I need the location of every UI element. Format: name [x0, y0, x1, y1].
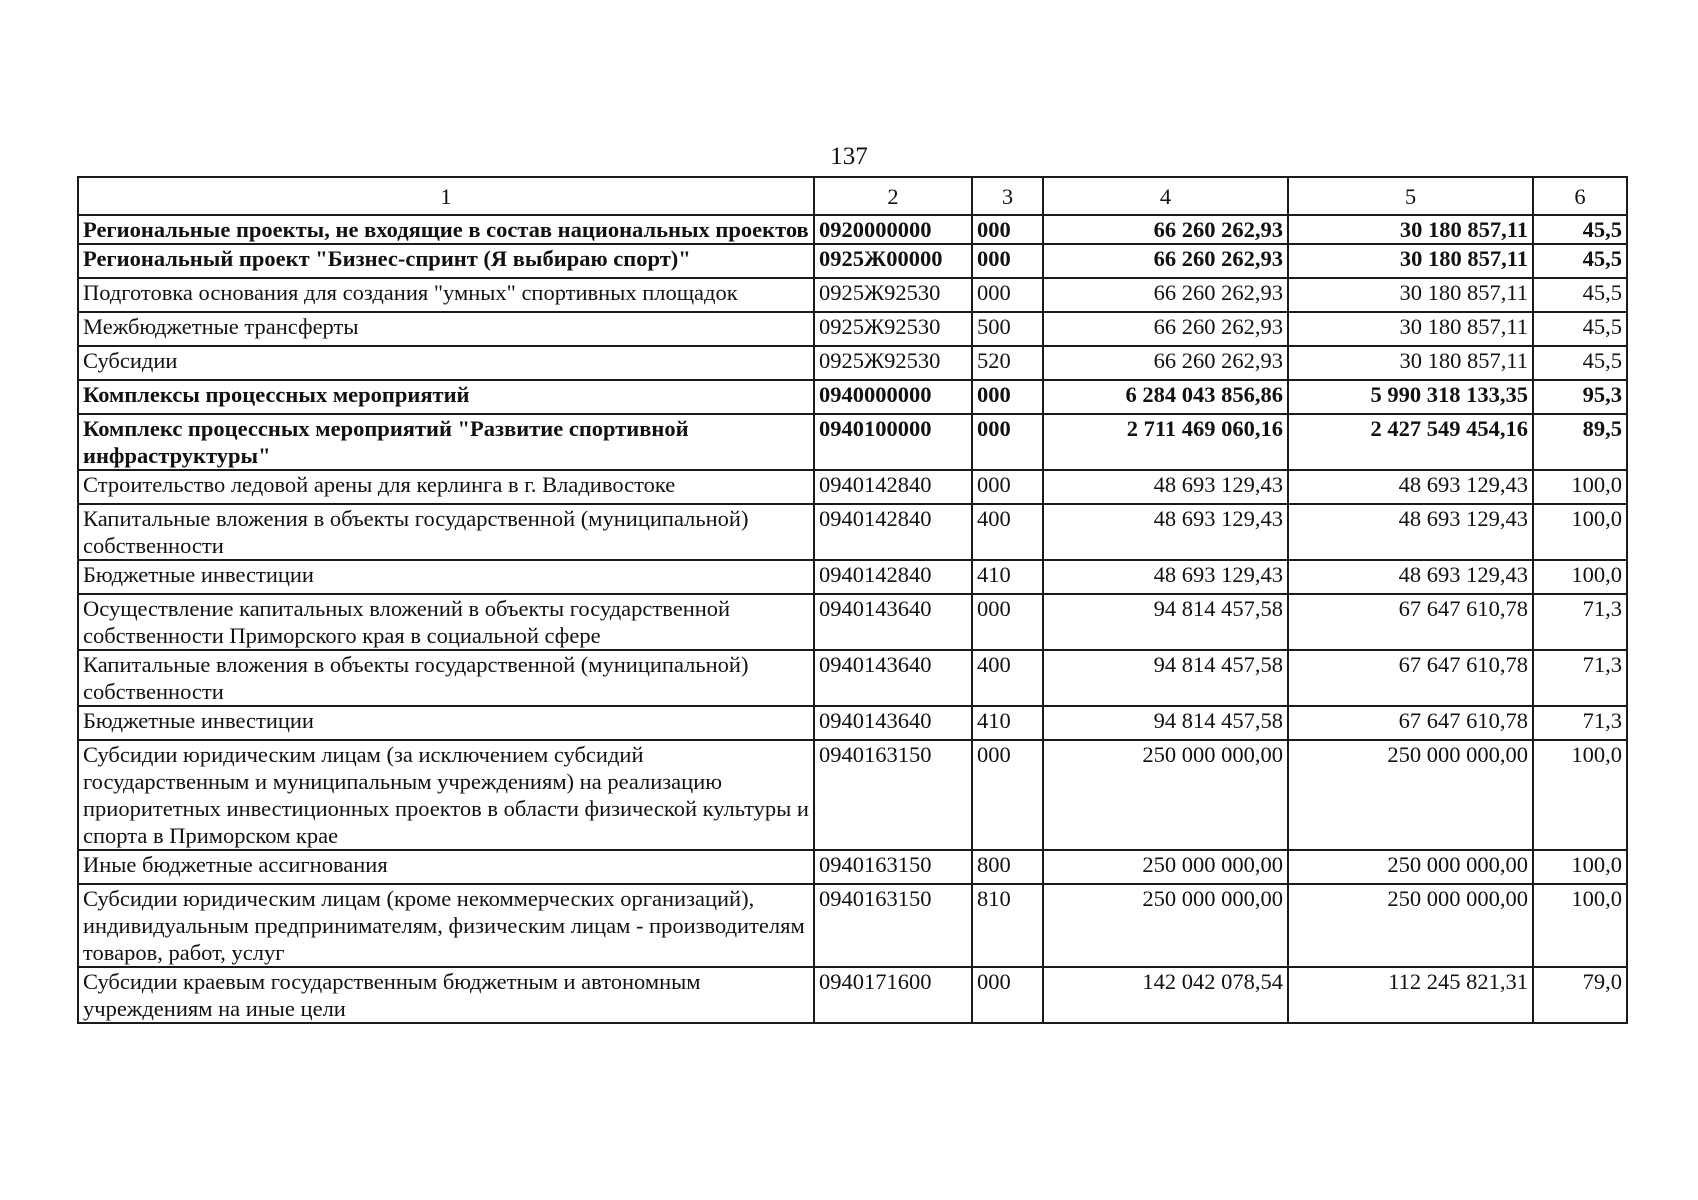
- row-code: 0940142840: [814, 504, 972, 560]
- row-expense-type: 000: [972, 470, 1043, 504]
- row-percent: 100,0: [1533, 560, 1627, 594]
- row-expense-type: 500: [972, 312, 1043, 346]
- row-percent: 45,5: [1533, 312, 1627, 346]
- column-header: 2: [814, 177, 972, 215]
- row-code: 0920000000: [814, 215, 972, 244]
- row-name: Субсидии юридическим лицам (за исключением субсидий государственным и муниципальным учреждениям) на реализацию приоритетных инвестиционных проектов в области физической культуры и спорта в Приморском крае: [78, 740, 814, 850]
- column-header: 3: [972, 177, 1043, 215]
- row-percent: 71,3: [1533, 594, 1627, 650]
- row-name: Подготовка основания для создания "умных" спортивных площадок: [78, 278, 814, 312]
- row-percent: 45,5: [1533, 346, 1627, 380]
- row-percent: 100,0: [1533, 740, 1627, 850]
- row-code: 0925Ж92530: [814, 346, 972, 380]
- row-actual: 250 000 000,00: [1288, 884, 1533, 967]
- row-planned: 66 260 262,93: [1043, 215, 1288, 244]
- row-expense-type: 410: [972, 706, 1043, 740]
- row-code: 0940143640: [814, 706, 972, 740]
- row-code: 0940163150: [814, 850, 972, 884]
- row-expense-type: 000: [972, 740, 1043, 850]
- row-code: 0925Ж92530: [814, 278, 972, 312]
- row-percent: 100,0: [1533, 850, 1627, 884]
- row-code: 0940143640: [814, 650, 972, 706]
- table-row: [78, 215, 1627, 244]
- row-code: 0940000000: [814, 380, 972, 414]
- row-percent: 100,0: [1533, 470, 1627, 504]
- table-row: [78, 706, 1627, 740]
- row-planned: 94 814 457,58: [1043, 650, 1288, 706]
- row-expense-type: 400: [972, 504, 1043, 560]
- budget-execution-table: [77, 176, 1628, 1024]
- row-planned: 48 693 129,43: [1043, 470, 1288, 504]
- table-row: [78, 850, 1627, 884]
- row-actual: 250 000 000,00: [1288, 740, 1533, 850]
- row-name: Комплекс процессных мероприятий "Развитие спортивной инфраструктуры": [78, 414, 814, 470]
- row-name: Региональные проекты, не входящие в состав национальных проектов: [78, 215, 814, 244]
- row-name: Комплексы процессных мероприятий: [78, 380, 814, 414]
- row-percent: 95,3: [1533, 380, 1627, 414]
- row-planned: 142 042 078,54: [1043, 967, 1288, 1023]
- row-expense-type: 000: [972, 278, 1043, 312]
- row-percent: 45,5: [1533, 215, 1627, 244]
- row-code: 0940142840: [814, 470, 972, 504]
- row-code: 0940163150: [814, 884, 972, 967]
- row-percent: 89,5: [1533, 414, 1627, 470]
- row-code: 0940163150: [814, 740, 972, 850]
- column-header: 6: [1533, 177, 1627, 215]
- row-name: Строительство ледовой арены для керлинга в г. Владивостоке: [78, 470, 814, 504]
- row-percent: 71,3: [1533, 650, 1627, 706]
- row-expense-type: 000: [972, 414, 1043, 470]
- row-name: Осуществление капитальных вложений в объекты государственной собственности Приморского края в социальной сфере: [78, 594, 814, 650]
- row-expense-type: 520: [972, 346, 1043, 380]
- row-actual: 67 647 610,78: [1288, 650, 1533, 706]
- row-expense-type: 800: [972, 850, 1043, 884]
- row-expense-type: 000: [972, 594, 1043, 650]
- table-row: [78, 594, 1627, 650]
- row-actual: 30 180 857,11: [1288, 278, 1533, 312]
- table-row: [78, 346, 1627, 380]
- row-actual: 30 180 857,11: [1288, 312, 1533, 346]
- table-row: [78, 380, 1627, 414]
- table-row: [78, 967, 1627, 1023]
- row-actual: 67 647 610,78: [1288, 706, 1533, 740]
- table-header-row: [78, 177, 1627, 215]
- row-actual: 5 990 318 133,35: [1288, 380, 1533, 414]
- row-expense-type: 000: [972, 380, 1043, 414]
- row-expense-type: 000: [972, 215, 1043, 244]
- row-code: 0940100000: [814, 414, 972, 470]
- row-actual: 30 180 857,11: [1288, 346, 1533, 380]
- row-planned: 66 260 262,93: [1043, 278, 1288, 312]
- row-name: Иные бюджетные ассигнования: [78, 850, 814, 884]
- row-percent: 100,0: [1533, 884, 1627, 967]
- table-row: [78, 414, 1627, 470]
- row-actual: 2 427 549 454,16: [1288, 414, 1533, 470]
- row-actual: 250 000 000,00: [1288, 850, 1533, 884]
- row-planned: 66 260 262,93: [1043, 244, 1288, 278]
- column-header: 4: [1043, 177, 1288, 215]
- row-actual: 48 693 129,43: [1288, 504, 1533, 560]
- row-name: Капитальные вложения в объекты государственной (муниципальной) собственности: [78, 650, 814, 706]
- row-name: Бюджетные инвестиции: [78, 706, 814, 740]
- row-expense-type: 400: [972, 650, 1043, 706]
- row-planned: 66 260 262,93: [1043, 312, 1288, 346]
- row-name: Субсидии юридическим лицам (кроме некоммерческих организаций), индивидуальным предпринимателям, физическим лицам - производителям товаров, работ, услуг: [78, 884, 814, 967]
- row-expense-type: 000: [972, 967, 1043, 1023]
- row-name: Региональный проект "Бизнес-спринт (Я выбираю спорт)": [78, 244, 814, 278]
- row-code: 0940171600: [814, 967, 972, 1023]
- row-percent: 45,5: [1533, 244, 1627, 278]
- row-percent: 71,3: [1533, 706, 1627, 740]
- row-planned: 250 000 000,00: [1043, 740, 1288, 850]
- row-actual: 67 647 610,78: [1288, 594, 1533, 650]
- row-name: Субсидии краевым государственным бюджетным и автономным учреждениям на иные цели: [78, 967, 814, 1023]
- row-actual: 112 245 821,31: [1288, 967, 1533, 1023]
- row-planned: 250 000 000,00: [1043, 884, 1288, 967]
- table-row: [78, 504, 1627, 560]
- table-row: [78, 884, 1627, 967]
- row-planned: 66 260 262,93: [1043, 346, 1288, 380]
- page-number: 137: [830, 143, 868, 170]
- row-code: 0925Ж00000: [814, 244, 972, 278]
- row-actual: 30 180 857,11: [1288, 215, 1533, 244]
- row-actual: 48 693 129,43: [1288, 560, 1533, 594]
- row-planned: 48 693 129,43: [1043, 504, 1288, 560]
- row-expense-type: 410: [972, 560, 1043, 594]
- table-row: [78, 278, 1627, 312]
- table-row: [78, 560, 1627, 594]
- row-name: Субсидии: [78, 346, 814, 380]
- row-planned: 94 814 457,58: [1043, 594, 1288, 650]
- row-expense-type: 810: [972, 884, 1043, 967]
- table-row: [78, 244, 1627, 278]
- column-header: 1: [78, 177, 814, 215]
- row-code: 0940142840: [814, 560, 972, 594]
- row-name: Бюджетные инвестиции: [78, 560, 814, 594]
- row-planned: 6 284 043 856,86: [1043, 380, 1288, 414]
- row-planned: 250 000 000,00: [1043, 850, 1288, 884]
- table-row: [78, 650, 1627, 706]
- row-percent: 79,0: [1533, 967, 1627, 1023]
- row-planned: 48 693 129,43: [1043, 560, 1288, 594]
- row-actual: 30 180 857,11: [1288, 244, 1533, 278]
- row-planned: 2 711 469 060,16: [1043, 414, 1288, 470]
- column-header: 5: [1288, 177, 1533, 215]
- table-row: [78, 470, 1627, 504]
- row-percent: 100,0: [1533, 504, 1627, 560]
- row-planned: 94 814 457,58: [1043, 706, 1288, 740]
- table-row: [78, 312, 1627, 346]
- row-code: 0925Ж92530: [814, 312, 972, 346]
- table-row: [78, 740, 1627, 850]
- row-name: Межбюджетные трансферты: [78, 312, 814, 346]
- row-code: 0940143640: [814, 594, 972, 650]
- row-name: Капитальные вложения в объекты государственной (муниципальной) собственности: [78, 504, 814, 560]
- row-expense-type: 000: [972, 244, 1043, 278]
- row-actual: 48 693 129,43: [1288, 470, 1533, 504]
- row-percent: 45,5: [1533, 278, 1627, 312]
